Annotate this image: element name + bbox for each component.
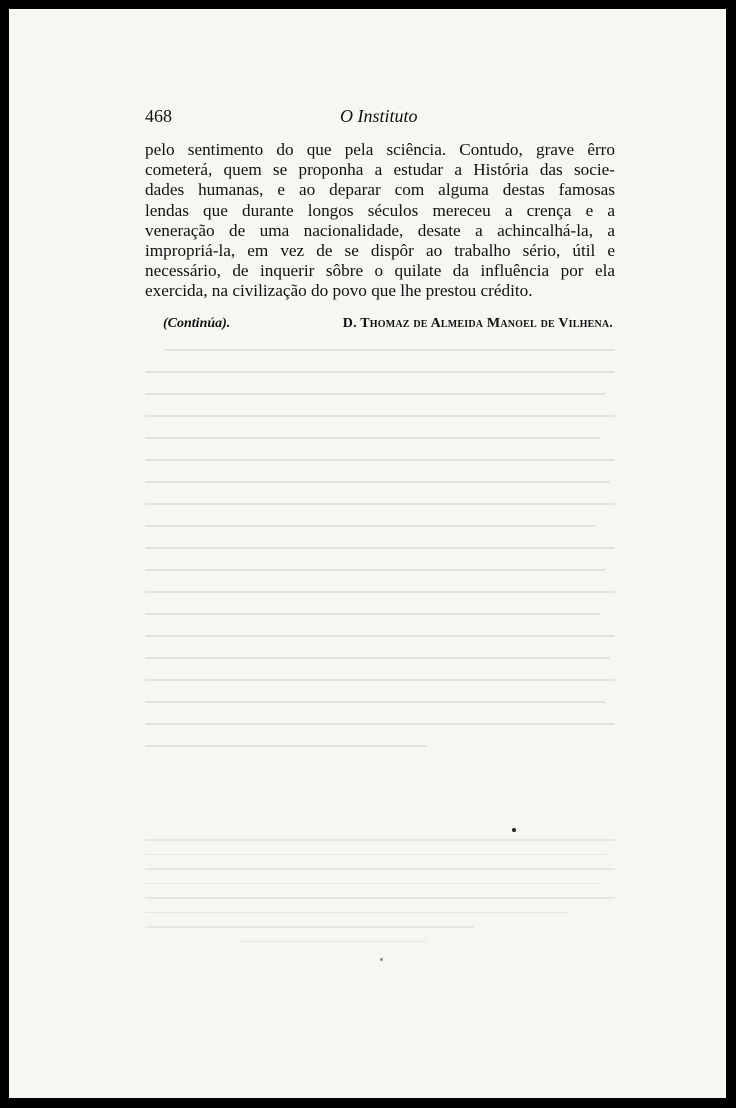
body-paragraph bbox=[145, 140, 615, 302]
text-line: exercida, na civilização do povo que lhe prestou crédito. bbox=[145, 281, 533, 301]
book-page bbox=[9, 9, 726, 1098]
text-line: impropriá-la, em vez de se dispôr ao trabalho sério, útil e bbox=[145, 241, 615, 261]
continued-note: (Continúa). bbox=[163, 316, 231, 331]
text-line: necessário, de inquerir sôbre o quilate da influência por ela bbox=[145, 261, 615, 281]
text-line: lendas que durante longos séculos mereceu a crença e a bbox=[145, 200, 615, 220]
text-line: cometerá, quem se proponha a estudar a História das socie- bbox=[145, 160, 615, 180]
running-title: O Instituto bbox=[340, 106, 418, 126]
page-number: 468 bbox=[145, 106, 172, 126]
text-line: dades humanas, e ao deparar com alguma destas famosas bbox=[145, 180, 615, 200]
author-signature: D. Thomaz de Almeida Manoel de Vilhena. bbox=[342, 316, 613, 331]
bleed-through-text bbox=[145, 349, 615, 809]
text-line: veneração de uma nacionalidade, desate a achincalhá-la, a bbox=[145, 220, 615, 240]
ink-speck bbox=[512, 828, 516, 832]
signature-row bbox=[163, 316, 613, 338]
text-line: pelo sentimento do que pela sciência. Contudo, grave êrro bbox=[145, 140, 615, 159]
page-header bbox=[145, 106, 615, 130]
ink-speck bbox=[380, 958, 383, 961]
